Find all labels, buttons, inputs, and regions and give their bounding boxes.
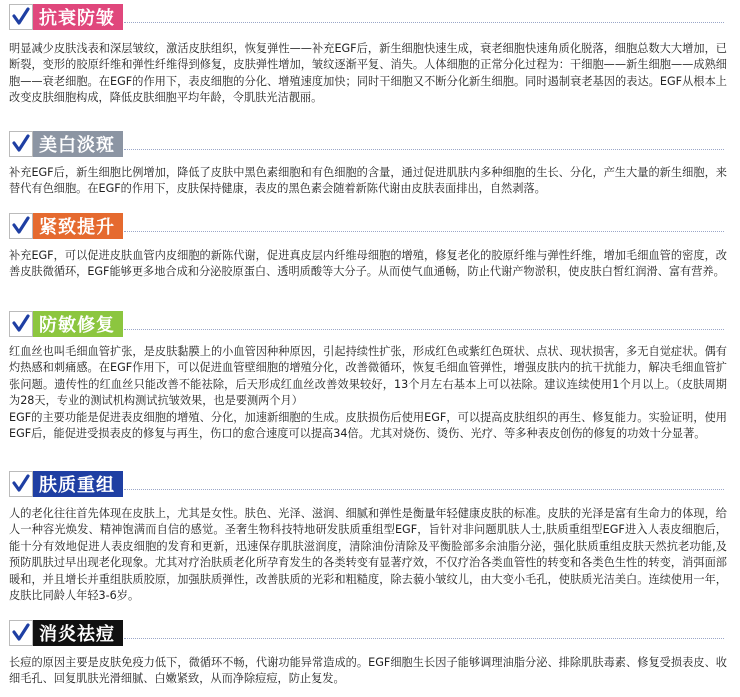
checkmark-icon	[9, 311, 33, 337]
section-badge	[9, 471, 123, 497]
divider	[124, 329, 724, 330]
section-title: 美白淡斑	[33, 131, 123, 157]
section-body	[9, 655, 727, 688]
section-title: 抗衰防皱	[33, 4, 123, 30]
section-anti-aging	[0, 0, 740, 105]
checkmark-icon	[9, 620, 33, 646]
section-restructure	[0, 467, 740, 603]
paragraph: 人的老化往往首先体现在皮肤上，尤其是女性。肤色、光泽、滋润、细腻和弹性是衡量年轻健康皮肤的标准。皮肤的光泽是富有生命力的体现，给人一种容光焕发、精神饱满而自信的感觉。圣奢生物科技特地研发肤质重组型EGF，旨针对非问题肌肤人士,肤质重组型EGF进入人表皮细胞后，能十分有效地促进人表皮细胞的发育和更新，迅速保存肌肤滋润度，清除油份清除及平衡脸部多余油脂分泌，强化肤质重组皮肤天然抗老功能,及预防肌肤过早出现老化现象。尤其对疗治肤质老化所孕育发生的各类转变有显著疗效，不仅疗治各类血管性的转变和各类色生性的转变，消弭面部暖和，并且增长并重组肤质胶原，加强肤质弹性，改善肤质的光彩和粗糙度，除去藐小皱纹儿，由大变小毛孔，使肤质光洁美白。连续使用一年，皮肤比同龄人年轻3-6岁。	[9, 507, 727, 603]
section-header	[0, 307, 740, 341]
section-title: 紧致提升	[33, 213, 123, 239]
section-body	[9, 506, 727, 604]
section-badge	[9, 4, 123, 30]
checkmark-icon	[9, 471, 33, 497]
divider	[124, 489, 724, 490]
section-header	[0, 127, 740, 161]
section-body	[9, 344, 727, 442]
paragraph: 长痘的原因主要是皮肤免疫力低下，微循环不畅，代谢功能异常造成的。EGF细胞生长因子能够调理油脂分泌、排除肌肤毒素、修复受损表皮、收细毛孔、回复肌肤光滑细腻、白嫩紧致，从而净除痘痘，防止复发。	[9, 656, 727, 686]
divider	[124, 22, 724, 23]
paragraph: EGF的主要功能是促进表皮细胞的增殖、分化，加速新细胞的生成。皮肤损伤后使用EGF，可以提高皮肤组织的再生、修复能力。实验证明，使用EGF后，能促进受损表皮的修复与再生，伤口的愈合速度可以提高34倍。尤其对烧伤、烫伤、光疗、等多种表皮创伤的修复的功效十分显著。	[9, 410, 727, 441]
section-header	[0, 0, 740, 34]
checkmark-icon	[9, 131, 33, 157]
section-title: 消炎祛痘	[33, 620, 123, 646]
checkmark-icon	[9, 4, 33, 30]
divider	[124, 231, 724, 232]
section-title: 防敏修复	[33, 311, 123, 337]
section-badge	[9, 311, 123, 337]
checkmark-icon	[9, 213, 33, 239]
paragraph: 明显减少皮肤浅表和深层皱纹，激活皮肤组织，恢复弹性——补充EGF后，新生细胞快速生成，衰老细胞快速角质化脱落，细胞总数大大增加，已断裂，变形的胶原纤维和弹性纤维得到修复，皮肤弹性增加，皱纹逐渐平复、消失。人体细胞的正常分化过程为：干细胞——新生细胞——成熟细胞——衰老细胞。在EGF的作用下，表皮细胞的分化、增殖速度加快；同时干细胞又不断分化新生细胞。同时遏制衰老基因的表达。EGF从根本上改变皮肤细胞构成，降低皮肤细胞平均年龄，令肌肤光洁靓丽。	[9, 42, 727, 105]
section-badge	[9, 620, 123, 646]
paragraph: 补充EGF后，新生细胞比例增加，降低了皮肤中黑色素细胞和有色细胞的含量，通过促进肌肤内多种细胞的生长、分化，产生大量的新生细胞，来替代有色细胞。在EGF的作用下，皮肤保持健康，表皮的黑色素会随着新陈代谢由皮肤表面排出，自然剥落。	[9, 166, 727, 196]
section-header	[0, 616, 740, 650]
section-whitening	[0, 127, 740, 196]
section-body	[9, 165, 727, 198]
section-header	[0, 467, 740, 501]
section-body	[9, 41, 727, 107]
paragraph: 红血丝也叫毛细血管扩张，是皮肤黏膜上的小血管因种种原因，引起持续性扩张，形成红色或紫红色斑状、点状、现状损害，多无自觉症状。偶有灼热感和刺痛感。在EGF作用下，可以促进血管壁细胞的增殖分化，改善微循环，恢复毛细血管弹性，增强皮肤内的抗干扰能力，解决毛细血管扩张问题。遗传性的红血丝只能改善不能祛除，后天形成红血丝改善效果较好，13个月左右基本上可以祛除。建议连续使用1个月以上。（皮肤周期为28天，专业的测试机构测试抗皱效果，也是要测两个月）	[9, 345, 727, 408]
section-header	[0, 209, 740, 243]
section-badge	[9, 213, 123, 239]
section-acne	[0, 616, 740, 686]
paragraph: 补充EGF，可以促进皮肤血管内皮细胞的新陈代谢，促进真皮层内纤维母细胞的增殖，修复老化的胶原纤维与弹性纤维，增加毛细血管的密度，改善皮肤微循环，EGF能够更多地合成和分泌胶原蛋白、透明质酸等大分子。从而使气血通畅，防止代谢产物淤积，使皮肤白皙红润滑、富有营养。	[9, 249, 727, 279]
section-body	[9, 248, 727, 281]
section-repair	[0, 307, 740, 441]
section-badge	[9, 131, 123, 157]
divider	[124, 638, 724, 639]
section-title: 肤质重组	[33, 471, 123, 497]
divider	[124, 149, 724, 150]
section-firming	[0, 209, 740, 279]
